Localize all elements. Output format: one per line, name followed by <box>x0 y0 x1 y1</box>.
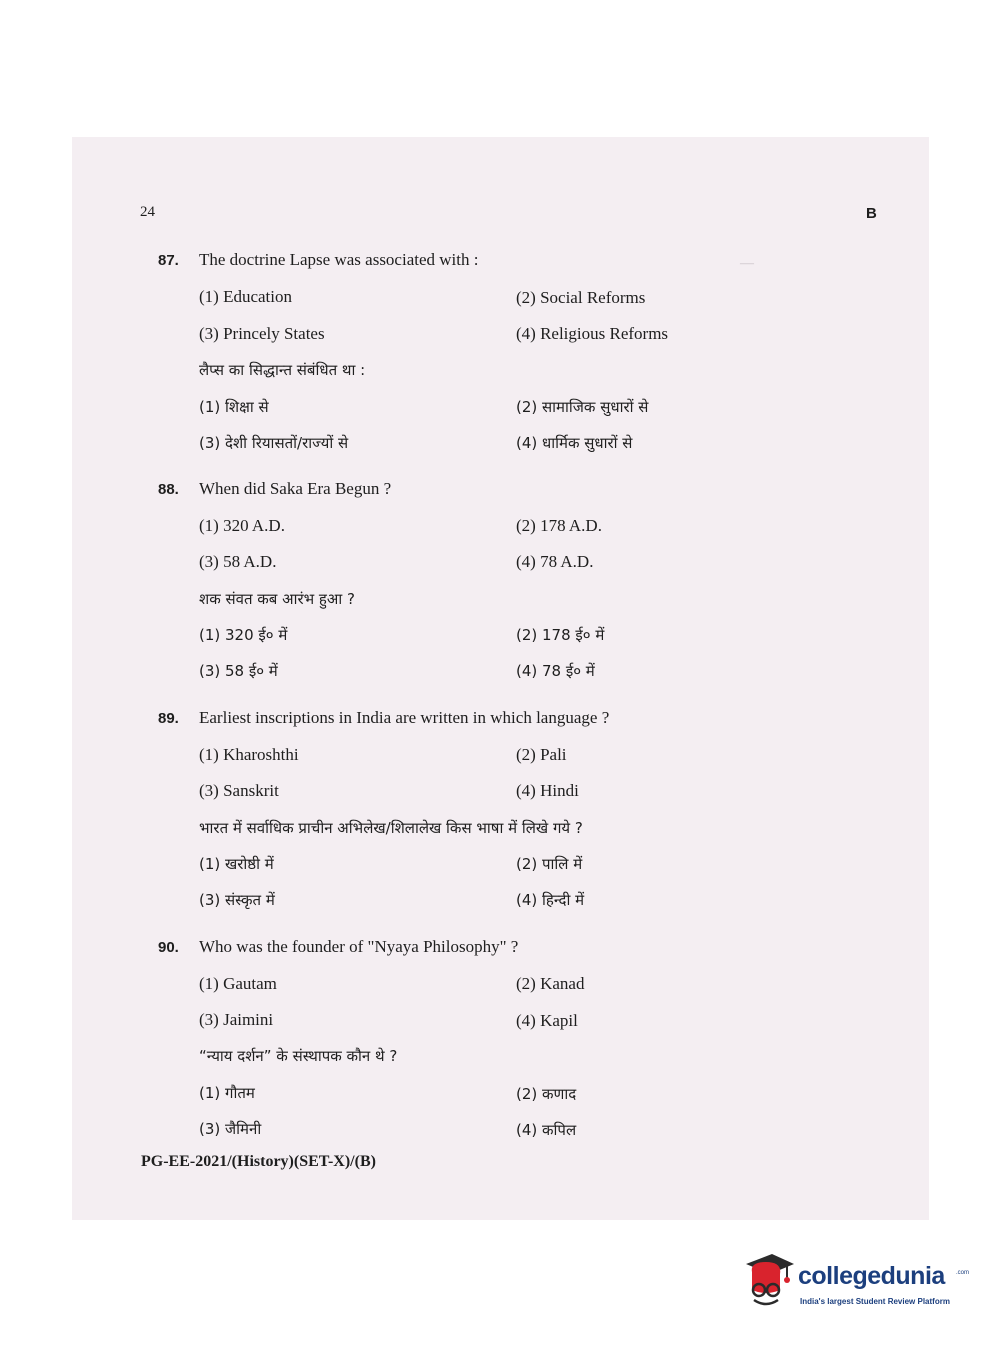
mascot-icon <box>742 1250 796 1312</box>
option-en: (2) Kanad <box>516 974 585 993</box>
bleed-through-text: — <box>740 256 754 271</box>
page-number: 24 <box>140 204 155 220</box>
paper-code-footer: PG-EE-2021/(History)(SET-X)/(B) <box>141 1153 376 1170</box>
option-en: (4) Religious Reforms <box>516 324 669 343</box>
option-en: (3) 58 A.D. <box>199 552 277 571</box>
question-number: 89. <box>158 710 179 727</box>
collegedunia-logo: collegedunia .com India's largest Student Review Platform <box>742 1250 972 1320</box>
option-en: (3) Princely States <box>199 324 325 343</box>
option-en: (1) Education <box>199 287 292 306</box>
option-hi: (1) गौतम <box>199 1084 255 1102</box>
question-number: 88. <box>158 481 179 498</box>
option-hi: (2) सामाजिक सुधारों से <box>516 398 649 416</box>
question-text-en: Earliest inscriptions in India are written in which language ? <box>199 708 610 727</box>
option-hi: (3) देशी रियासतों/राज्यों से <box>199 434 349 452</box>
option-hi: (1) खरोष्ठी में <box>199 855 274 873</box>
option-en: (4) 78 A.D. <box>516 552 594 571</box>
question-text-en: Who was the founder of "Nyaya Philosophy" ? <box>199 937 519 956</box>
option-en: (1) Gautam <box>199 974 277 993</box>
question-text-hi: शक संवत कब आरंभ हुआ ? <box>199 590 355 608</box>
option-hi: (4) धार्मिक सुधारों से <box>516 434 633 452</box>
option-hi: (3) संस्कृत में <box>199 891 275 909</box>
option-en: (2) 178 A.D. <box>516 516 602 535</box>
option-en: (3) Sanskrit <box>199 781 279 800</box>
option-en: (1) Kharoshthi <box>199 745 299 764</box>
option-en: (1) 320 A.D. <box>199 516 285 535</box>
question-number: 90. <box>158 939 179 956</box>
option-hi: (1) 320 ई० में <box>199 626 288 644</box>
question-text-en: The doctrine Lapse was associated with : <box>199 250 479 269</box>
option-hi: (4) कपिल <box>516 1121 577 1139</box>
option-hi: (4) हिन्दी में <box>516 891 585 909</box>
question-number: 87. <box>158 252 179 269</box>
question-text-hi: लैप्स का सिद्धान्त संबंधित था : <box>199 361 366 379</box>
question-text-en: When did Saka Era Begun ? <box>199 479 392 498</box>
option-en: (3) Jaimini <box>199 1010 274 1029</box>
option-hi: (3) 58 ई० में <box>199 662 278 680</box>
option-hi: (2) कणाद <box>516 1085 577 1103</box>
option-en: (4) Kapil <box>516 1011 578 1030</box>
set-letter: B <box>866 205 877 222</box>
option-en: (2) Social Reforms <box>516 288 646 307</box>
option-en: (4) Hindi <box>516 781 579 800</box>
option-hi: (3) जैमिनी <box>199 1120 262 1138</box>
option-hi: (1) शिक्षा से <box>199 398 269 416</box>
option-hi: (2) पालि में <box>516 855 583 873</box>
question-text-hi: भारत में सर्वाधिक प्राचीन अभिलेख/शिलालेख किस भाषा में लिखे गये ? <box>199 819 583 837</box>
option-hi: (4) 78 ई० में <box>516 662 595 680</box>
option-hi: (2) 178 ई० में <box>516 626 605 644</box>
option-en: (2) Pali <box>516 745 567 764</box>
question-text-hi: “न्याय दर्शन” के संस्थापक कौन थे ? <box>199 1047 398 1065</box>
